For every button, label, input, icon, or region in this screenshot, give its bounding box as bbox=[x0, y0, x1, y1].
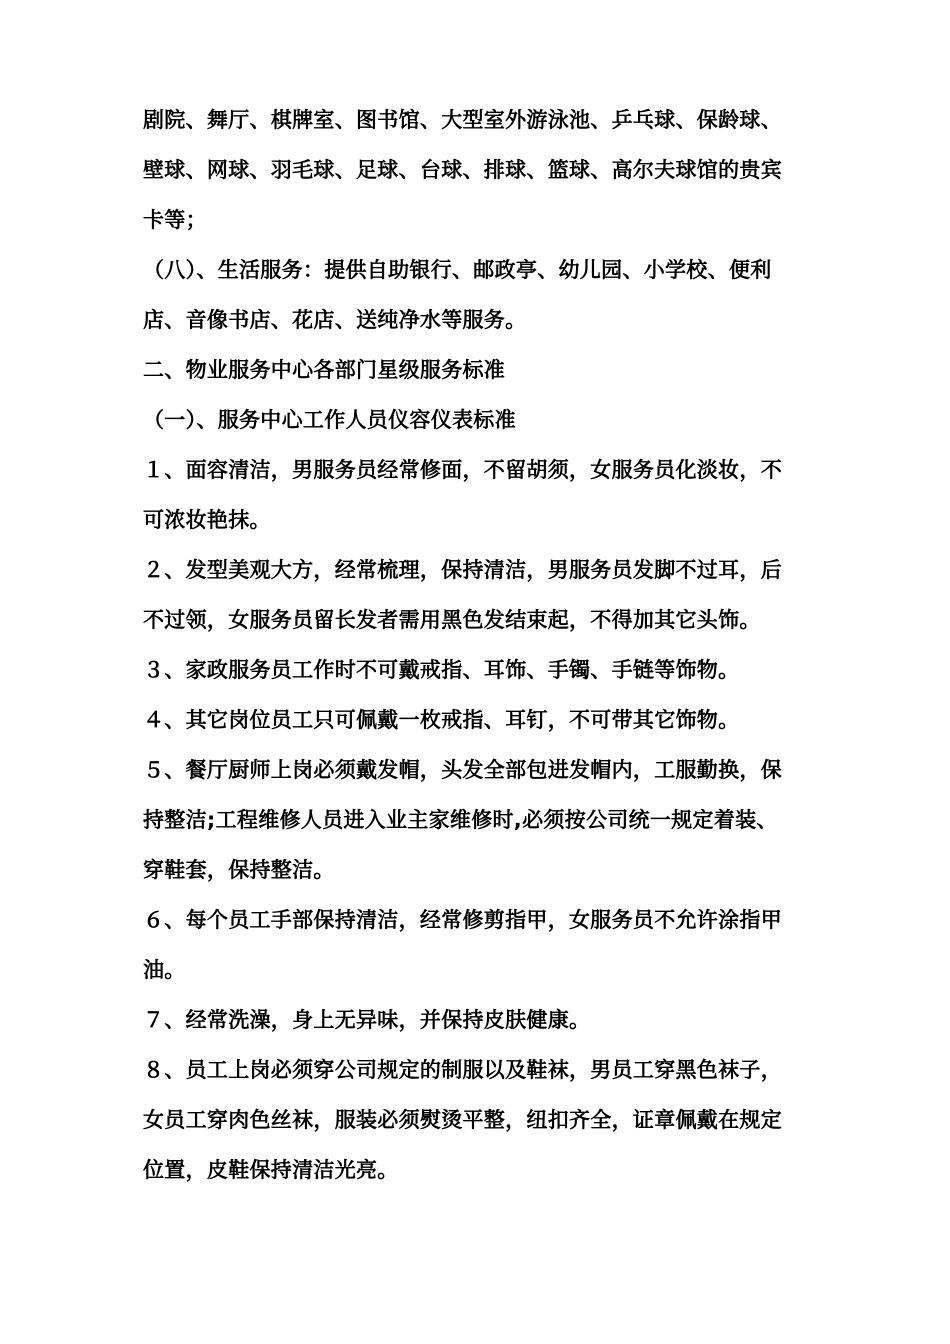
text-line: 女员工穿肉色丝袜，服装必须熨烫平整，纽扣齐全，证章佩戴在规定 bbox=[143, 1108, 782, 1132]
text-line: １、面容清洁，男服务员经常修面，不留胡须，女服务员化淡妆，不 bbox=[143, 458, 782, 482]
text-line: ５、餐厅厨师上岗必须戴发帽，头发全部包进发帽内，工服勤换，保 bbox=[143, 758, 782, 782]
text-line: ７、经常洗澡，身上无异味，并保持皮肤健康。 bbox=[143, 1008, 591, 1032]
text-line: ２、发型美观大方，经常梳理，保持清洁，男服务员发脚不过耳，后 bbox=[143, 558, 782, 582]
subsection-heading: （一）、服务中心工作人员仪容仪表标准 bbox=[143, 408, 516, 432]
text-line: ８、员工上岗必须穿公司规定的制服以及鞋袜，男员工穿黑色袜子， bbox=[143, 1058, 782, 1082]
text-line: 可浓妆艳抹。 bbox=[143, 508, 271, 532]
text-line: （八）、生活服务：提供自助银行、邮政亭、幼儿园、小学校、便利 bbox=[143, 258, 772, 282]
text-line: 油。 bbox=[143, 958, 186, 982]
text-line: 穿鞋套，保持整洁。 bbox=[143, 858, 335, 882]
text-line: 店、音像书店、花店、送纯净水等服务。 bbox=[143, 308, 527, 332]
text-line: 卡等； bbox=[143, 208, 207, 232]
text-line: ４、其它岗位员工只可佩戴一枚戒指、耳钉，不可带其它饰物。 bbox=[143, 708, 740, 732]
text-line: ６、每个员工手部保持清洁，经常修剪指甲，女服务员不允许涂指甲 bbox=[143, 908, 782, 932]
text-line: 位置，皮鞋保持清洁光亮。 bbox=[143, 1158, 399, 1182]
text-line: ３、家政服务员工作时不可戴戒指、耳饰、手镯、手链等饰物。 bbox=[143, 658, 740, 682]
text-line: 剧院、舞厅、棋牌室、图书馆、大型室外游泳池、乒乓球、保龄球、 bbox=[143, 108, 782, 132]
text-line: 不过领，女服务员留长发者需用黑色发结束起，不得加其它头饰。 bbox=[143, 608, 761, 632]
section-heading: 二、物业服务中心各部门星级服务标准 bbox=[143, 358, 506, 382]
text-line: 壁球、网球、羽毛球、足球、台球、排球、篮球、高尔夫球馆的贵宾 bbox=[143, 158, 782, 182]
text-line: 持整洁;工程维修人员进入业主家维修时,必须按公司统一规定着装、 bbox=[143, 808, 778, 832]
